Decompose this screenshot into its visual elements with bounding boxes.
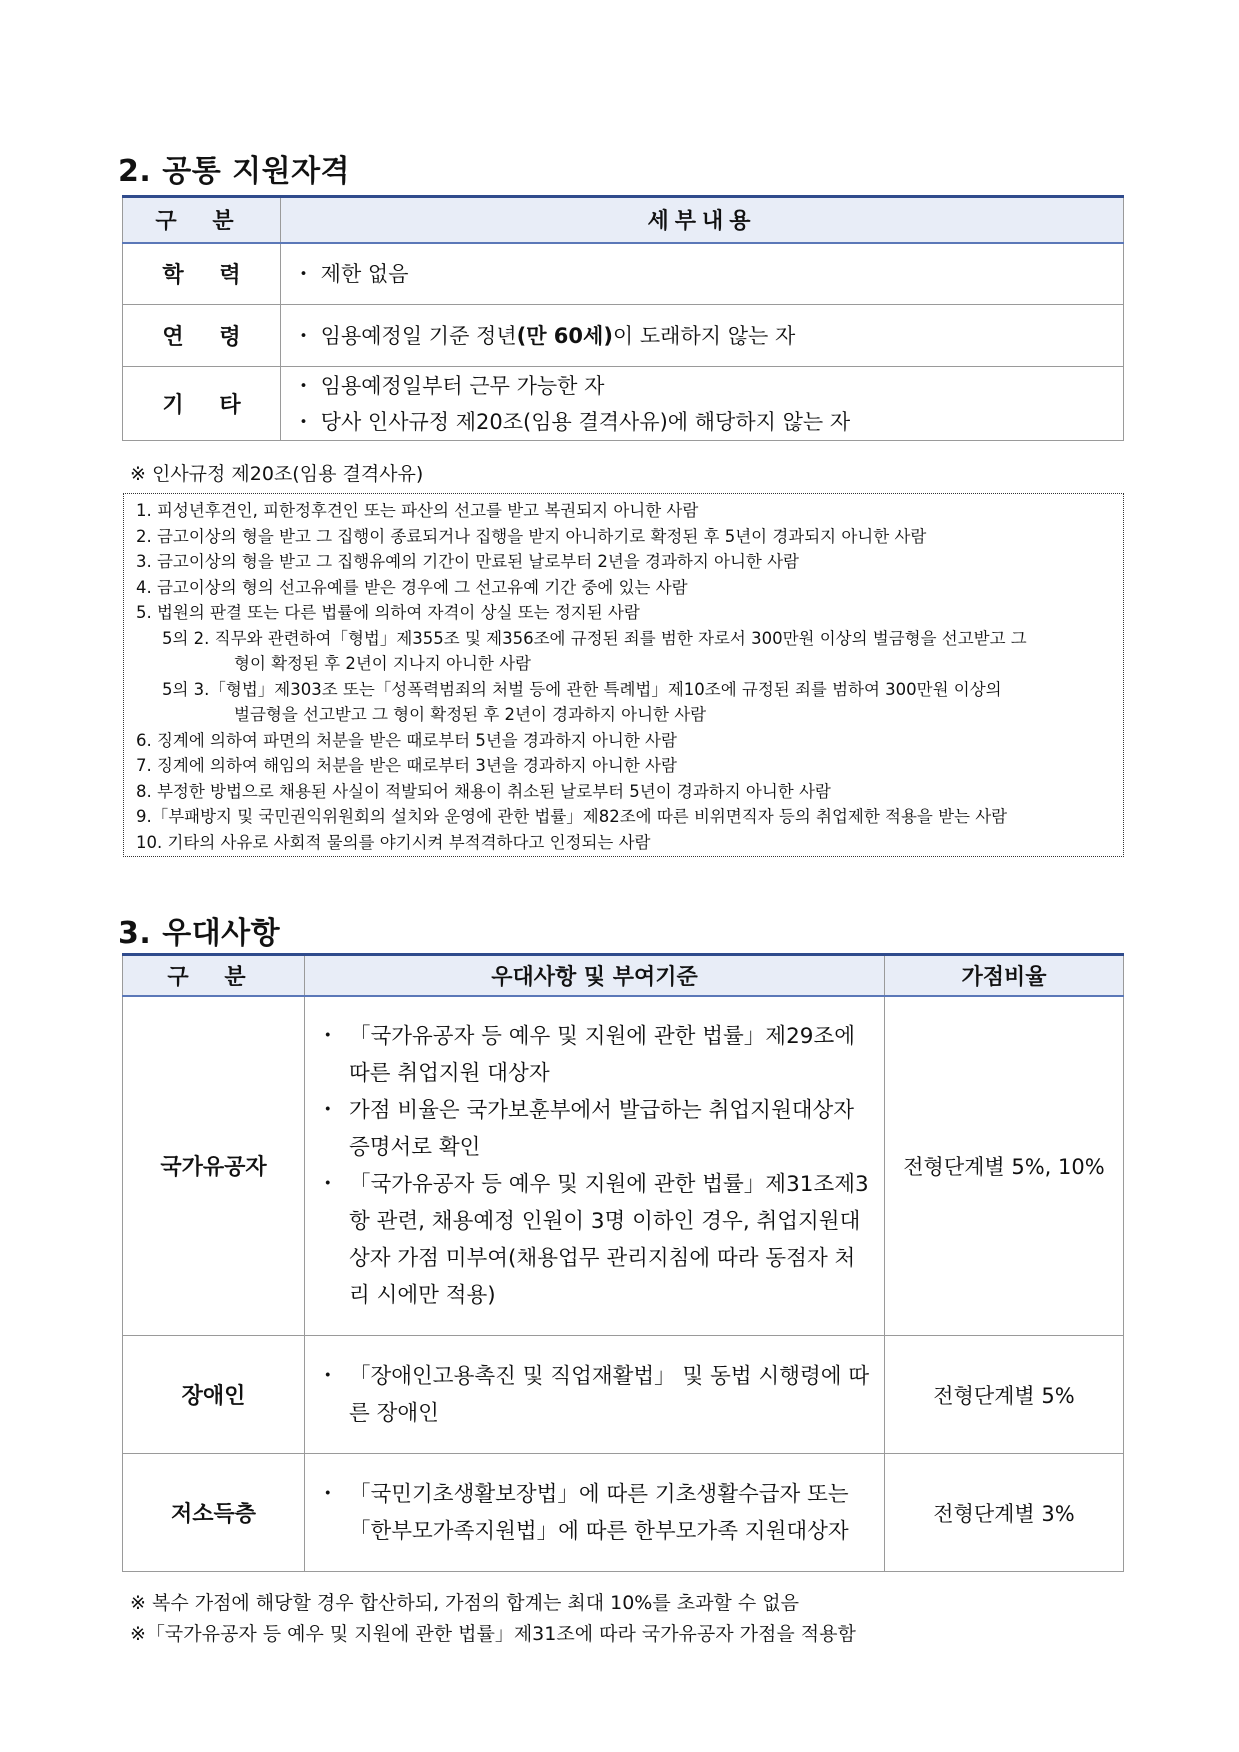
regulation-item: 8. 부정한 방법으로 채용된 사실이 적발되어 채용이 취소된 날로부터 5년이 경과하지 아니한 사람 (136, 781, 831, 801)
regulation-item: 형이 확정된 후 2년이 지나지 아니한 사람 (234, 654, 531, 673)
regulation-item: 6. 징계에 의하여 파면의 처분을 받은 때로부터 5년을 경과하지 아니한 사람 (136, 730, 677, 750)
header-rate: 가점비율 (885, 955, 1124, 996)
regulation-item: 9.「부패방지 및 국민권익위원회의 설치와 운영에 관한 법률」제82조에 따른 비위면직자 등의 취업제한 적용을 받는 사람 (136, 807, 1008, 826)
regulation-item: 5. 법원의 판결 또는 다른 법률에 의하여 자격이 상실 또는 정지된 사람 (136, 603, 640, 622)
header-details: 세부내용 (281, 197, 1124, 243)
category-disabled: 장애인 (123, 1336, 305, 1454)
header-category: 구 분 (123, 955, 305, 996)
regulation-item: 1. 피성년후견인, 피한정후견인 또는 파산의 선고를 받고 복권되지 아니한 사람 (136, 501, 699, 520)
row-label-age: 연 령 (123, 305, 281, 367)
section2-title: 2. 공통 지원자격 (118, 154, 351, 189)
header-criteria: 우대사항 및 부여기준 (305, 955, 885, 996)
criteria-disabled: ・ 「장애인고용촉진 및 직업재활법」 및 동법 시행령에 따른 장애인 (305, 1336, 885, 1454)
category-low-income: 저소득층 (123, 1454, 305, 1572)
preference-table (122, 953, 1124, 1572)
header-category: 구 분 (123, 197, 281, 243)
qualification-table (122, 195, 1124, 441)
regulation-item: 7. 징계에 의하여 해임의 처분을 받은 때로부터 3년을 경과하지 아니한 사람 (136, 756, 677, 775)
regulation-item: 2. 금고이상의 형을 받고 그 집행이 종료되거나 집행을 받지 아니하기로 확정된 후 5년이 경과되지 아니한 사람 (136, 526, 927, 546)
regulation-note: ※ 인사규정 제20조(임용 결격사유) (130, 463, 424, 485)
regulation-item: 4. 금고이상의 형의 선고유예를 받은 경우에 그 선고유예 기간 중에 있는 사람 (136, 577, 688, 597)
section3-title: 3. 우대사항 (118, 916, 281, 951)
row-label-education: 학 력 (123, 243, 281, 305)
regulation-item: 3. 금고이상의 형을 받고 그 집행유예의 기간이 만료된 날로부터 2년을 경과하지 아니한 사람 (136, 552, 799, 571)
criteria-veteran: ・ 「국가유공자 등 예우 및 지원에 관한 법률」제29조에 따른 취업지원 대상자 ・ 가점 비율은 국가보훈부에서 발급하는 취업지원대상자 증명서로 확인 ・ 「국가유공자 등 예우 및 지원에 관한 법률」제31조제3항 관련, 채용예정 인원이 3명 이하인 경우, 취업지원대상자 가점 미부여(채용업무 관리지침에 따라 동점자 처리 시에만 적용) (305, 996, 885, 1336)
regulation-item: 5의 3.「형법」제303조 또는「성폭력범죄의 처벌 등에 관한 특례법」제10조에 규정된 죄를 범하여 300만원 이상의 (162, 679, 1002, 699)
regulation-item: 10. 기타의 사유로 사회적 물의를 야기시켜 부적격하다고 인정되는 사람 (136, 832, 651, 852)
criteria-low-income: ・ 「국민기초생활보장법」에 따른 기초생활수급자 또는 「한부모가족지원법」에 따른 한부모가족 지원대상자 (305, 1454, 885, 1572)
rate-low-income: 전형단계별 3% (885, 1454, 1124, 1572)
row-label-etc: 기 타 (123, 367, 281, 441)
regulation-box (123, 493, 1124, 857)
row-content-education: ・ 제한 없음 (281, 243, 1124, 305)
row-content-etc: ・ 임용예정일부터 근무 가능한 자 ・ 당사 인사규정 제20조(임용 결격사유)에 해당하지 않는 자 (281, 367, 1124, 441)
rate-veteran: 전형단계별 5%, 10% (885, 996, 1124, 1336)
row-content-age: ・ 임용예정일 기준 정년(만 60세)이 도래하지 않는 자 (281, 305, 1124, 367)
category-veteran: 국가유공자 (123, 996, 305, 1336)
footnote: ※「국가유공자 등 예우 및 지원에 관한 법률」제31조에 따라 국가유공자 가점을 적용함 (130, 1623, 856, 1645)
footnote: ※ 복수 가점에 해당할 경우 합산하되, 가점의 합계는 최대 10%를 초과할 수 없음 (130, 1592, 799, 1614)
rate-disabled: 전형단계별 5% (885, 1336, 1124, 1454)
regulation-item: 5의 2. 직무와 관련하여「형법」제355조 및 제356조에 규정된 죄를 범한 자로서 300만원 이상의 벌금형을 선고받고 그 (162, 628, 1027, 648)
regulation-item: 벌금형을 선고받고 그 형이 확정된 후 2년이 경과하지 아니한 사람 (234, 705, 707, 724)
